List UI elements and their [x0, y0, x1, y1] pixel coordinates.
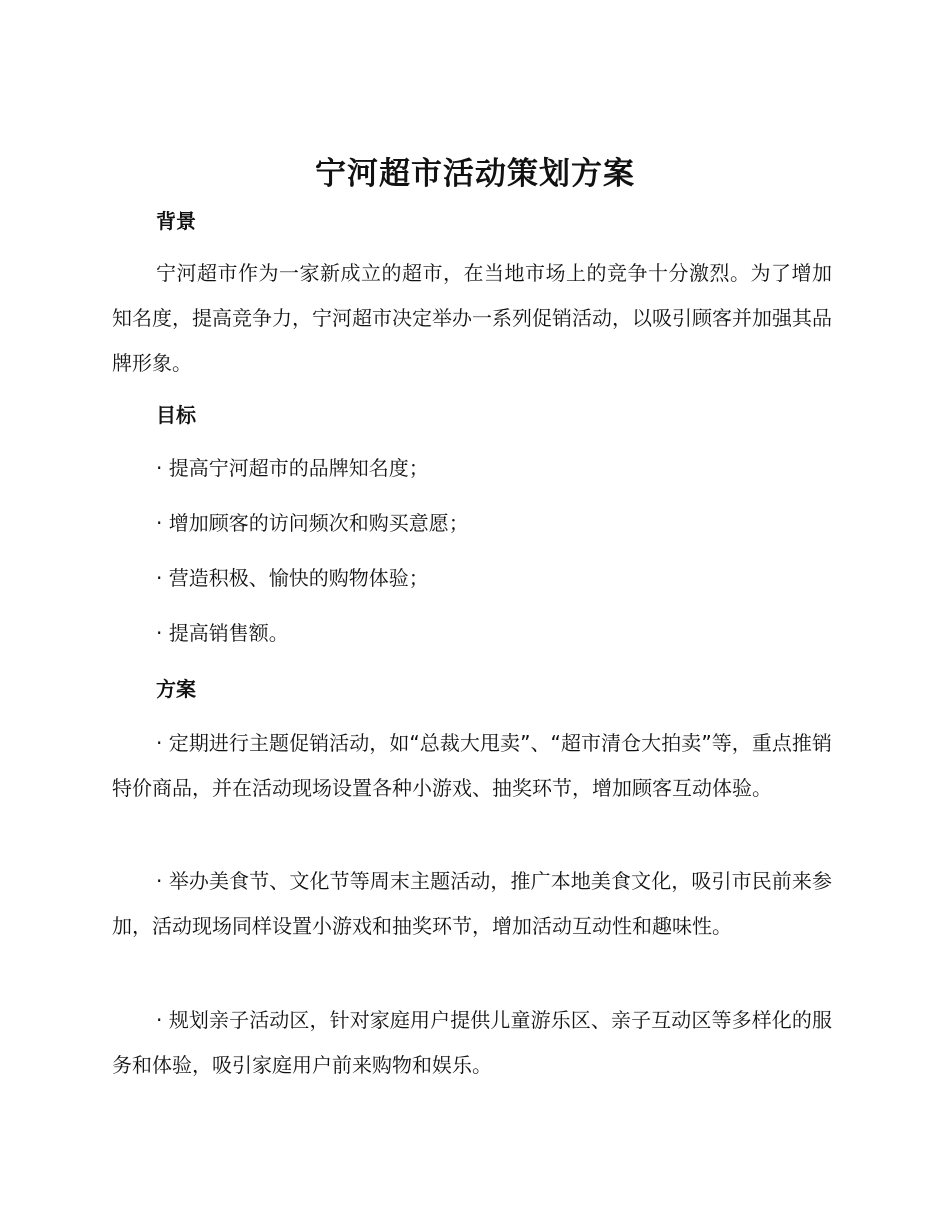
- plan-item-food-festival: · 举办美食节、文化节等周末主题活动，推广本地美食文化，吸引市民前来参加，活动现场同样设置小游戏和抽奖环节，增加活动互动性和趣味性。: [112, 869, 832, 938]
- goal-item-brand: · 提高宁河超市的品牌知名度；: [156, 456, 429, 480]
- goal-item-experience: · 营造积极、愉快的购物体验；: [156, 566, 429, 590]
- section-heading-background: 背景: [156, 209, 196, 233]
- plan-item-theme-promotions: · 定期进行主题促销活动，如“总裁大甩卖”、“超市清仓大拍卖”等，重点推销特价商品，并在活动现场设置各种小游戏、抽奖环节，增加顾客互动体验。: [112, 731, 832, 800]
- plan-item-family-zone: · 规划亲子活动区，针对家庭用户提供儿童游乐区、亲子互动区等多样化的服务和体验，吸引家庭用户前来购物和娱乐。: [112, 1008, 832, 1077]
- background-paragraph: 宁河超市作为一家新成立的超市，在当地市场上的竞争十分激烈。为了增加知名度，提高竞争力，宁河超市决定举办一系列促销活动，以吸引顾客并加强其品牌形象。: [112, 261, 832, 375]
- section-heading-plan: 方案: [156, 677, 196, 701]
- document-title: 宁河超市活动策划方案: [315, 156, 635, 192]
- section-heading-goals: 目标: [156, 403, 196, 427]
- goal-item-visits: · 增加顾客的访问频次和购买意愿；: [156, 511, 469, 535]
- goal-item-sales: · 提高销售额。: [156, 621, 289, 645]
